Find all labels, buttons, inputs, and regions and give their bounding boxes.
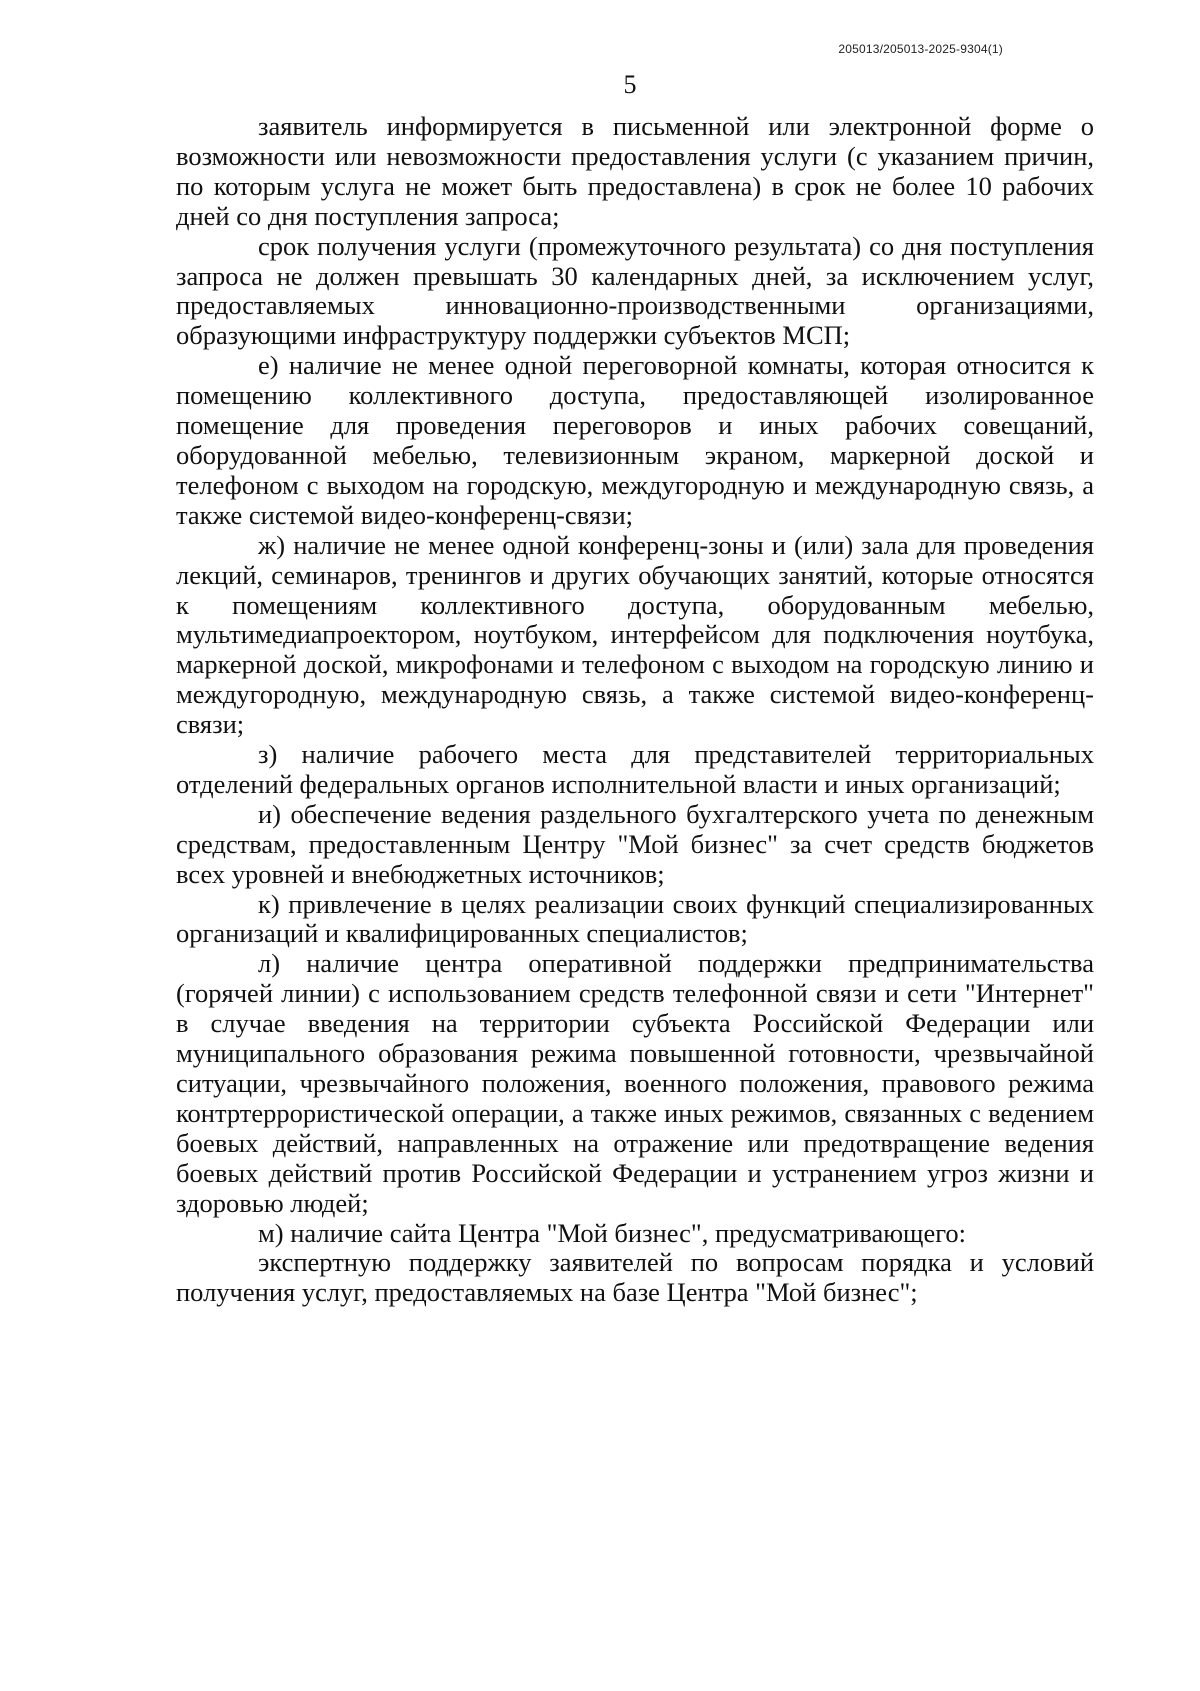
paragraph-item-l: л) наличие центра оперативной поддержки предпринимательства (горячей линии) с использованием средств телефонной связи и сети "Интернет" в случае введения на территории субъекта Российской Федерации или муниципального образования режима повышенной готовности, чрезвычайной ситуации, чрезвычайного положения, военного положения, правового режима контртеррористической операции, а также иных режимов, связанных с ведением боевых действий, направленных на отражение или предотвращение ведения боевых действий против Российской Федерации и устранением угроз жизни и здоровью людей; [176, 948, 1094, 1218]
document-body [176, 112, 1094, 1308]
page-number: 5 [623, 70, 637, 99]
paragraph-item-e: е) наличие не менее одной переговорной комнаты, которая относится к помещению коллективного доступа, предоставляющей изолированное помещение для проведения переговоров и иных рабочих совещаний, оборудованной мебелью, телевизионным экраном, маркерной доской и телефоном с выходом на городскую, междугородную и международную связь, а также системой видео-конференц-связи; [176, 350, 1094, 530]
paragraph-service-term: срок получения услуги (промежуточного результата) со дня поступления запроса не должен превышать 30 календарных дней, за исключением услуг, предоставляемых инновационно-производственными организациями, образующими инфраструктуру поддержки субъектов МСП; [176, 230, 1094, 351]
paragraph-item-k: к) привлечение в целях реализации своих функций специализированных организаций и квалифицированных специалистов; [176, 888, 1094, 949]
paragraph-item-zh: ж) наличие не менее одной конференц-зоны и (или) зала для проведения лекций, семинаров, тренингов и других обучающих занятий, которые относятся к помещениям коллективного доступа, оборудованным мебелью, мультимедиапроектором, ноутбуком, интерфейсом для подключения ноутбука, маркерной доской, микрофонами и телефоном с выходом на городскую линию и междугородную, международную связь, а также системой видео-конференц-связи; [176, 529, 1094, 740]
document-id: 205013/205013-2025-9304(1) [838, 42, 1003, 56]
paragraph-item-m: м) наличие сайта Центра "Мой бизнес", предусматривающего: [258, 1217, 967, 1248]
paragraph-applicant-informed: заявитель информируется в письменной или электронной форме о возможности или невозможности предоставления услуги (с указанием причин, по которым услуга не может быть предоставлена) в срок не более 10 рабочих дней со дня поступления запроса; [176, 111, 1094, 231]
paragraph-expert-support: экспертную поддержку заявителей по вопросам порядка и условий получения услуг, предоставляемых на базе Центра "Мой бизнес"; [176, 1247, 1094, 1308]
paragraph-item-i: и) обеспечение ведения раздельного бухгалтерского учета по денежным средствам, предоставленным Центру "Мой бизнес" за счет средств бюджетов всех уровней и внебюджетных источников; [176, 798, 1094, 889]
paragraph-item-z: з) наличие рабочего места для представителей территориальных отделений федеральных органов исполнительной власти и иных организаций; [176, 739, 1094, 799]
